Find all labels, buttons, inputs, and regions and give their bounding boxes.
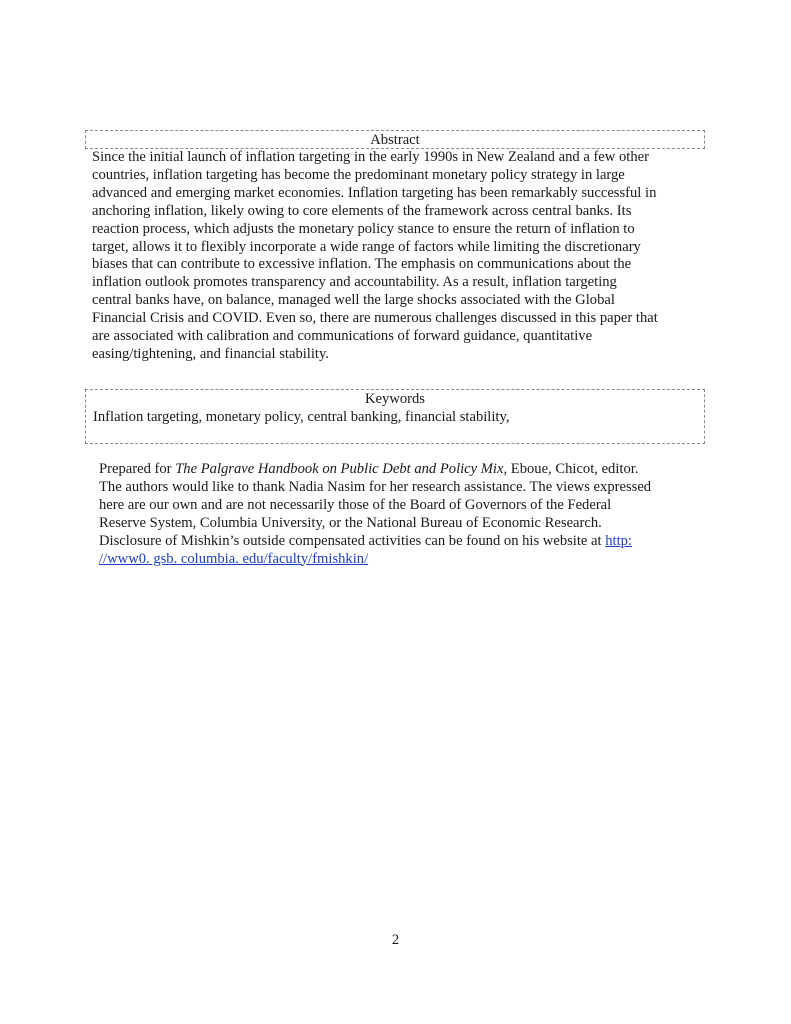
- keywords-text: Inflation targeting, monetary policy, central banking, financial stability,: [93, 409, 510, 425]
- abstract-line: are associated with calibration and communications of forward guidance, quantitative: [92, 328, 593, 345]
- abstract-line: biases that can contribute to excessive inflation. The emphasis on communications about the: [92, 256, 632, 273]
- note-line-4: Reserve System, Columbia University, or the National Bureau of Economic Research.: [99, 514, 602, 531]
- abstract-line: easing/tightening, and financial stability.: [92, 345, 329, 362]
- note-editor: Eboue, Chicot, editor.: [507, 461, 639, 477]
- website-link-part2[interactable]: //www0. gsb. columbia. edu/faculty/fmishkin/: [99, 550, 369, 567]
- abstract-line: target, allows it to flexibly incorporate a wide range of factors while limiting the discretionary: [92, 238, 641, 255]
- keywords-box: [85, 389, 705, 444]
- acknowledgement-note: [99, 461, 699, 568]
- keywords-heading: Keywords: [365, 391, 425, 407]
- abstract-line: countries, inflation targeting has become the predominant monetary policy strategy in large: [92, 166, 625, 183]
- page-number: 2: [391, 932, 400, 948]
- abstract-line: Since the initial launch of inflation targeting in the early 1990s in New Zealand and a few other: [92, 149, 649, 165]
- abstract-line: anchoring inflation, likely owing to core elements of the framework across central banks. Its: [92, 202, 632, 219]
- abstract-heading: Abstract: [370, 132, 420, 148]
- note-line-1: [99, 461, 699, 479]
- abstract-line: Financial Crisis and COVID. Even so, there are numerous challenges discussed in this paper that: [92, 310, 658, 327]
- note-line-3: here are our own and are not necessarily those of the Board of Governors of the Federal: [99, 496, 612, 513]
- website-link-part1[interactable]: http:: [605, 532, 632, 549]
- abstract-line: advanced and emerging market economies. Inflation targeting has been remarkably successful in: [92, 184, 657, 201]
- note-line-2: The authors would like to thank Nadia Nasim for her research assistance. The views expressed: [99, 478, 652, 495]
- note-line-6: [99, 551, 699, 569]
- note-prefix: Prepared for: [99, 461, 176, 477]
- abstract-text: [92, 149, 702, 364]
- book-title: The Palgrave Handbook on Public Debt and Policy Mix,: [175, 461, 508, 477]
- abstract-heading-box: [85, 130, 705, 149]
- disclosure-text: Disclosure of Mishkin’s outside compensated activities can be found on his website at: [99, 532, 606, 549]
- abstract-line: reaction process, which adjusts the monetary policy stance to ensure the return of inflation to: [92, 220, 635, 237]
- abstract-line: inflation outlook promotes transparency and accountability. As a result, inflation targeting: [92, 274, 617, 291]
- note-line-5: [99, 533, 699, 551]
- abstract-line: central banks have, on balance, managed well the large shocks associated with the Global: [92, 292, 615, 309]
